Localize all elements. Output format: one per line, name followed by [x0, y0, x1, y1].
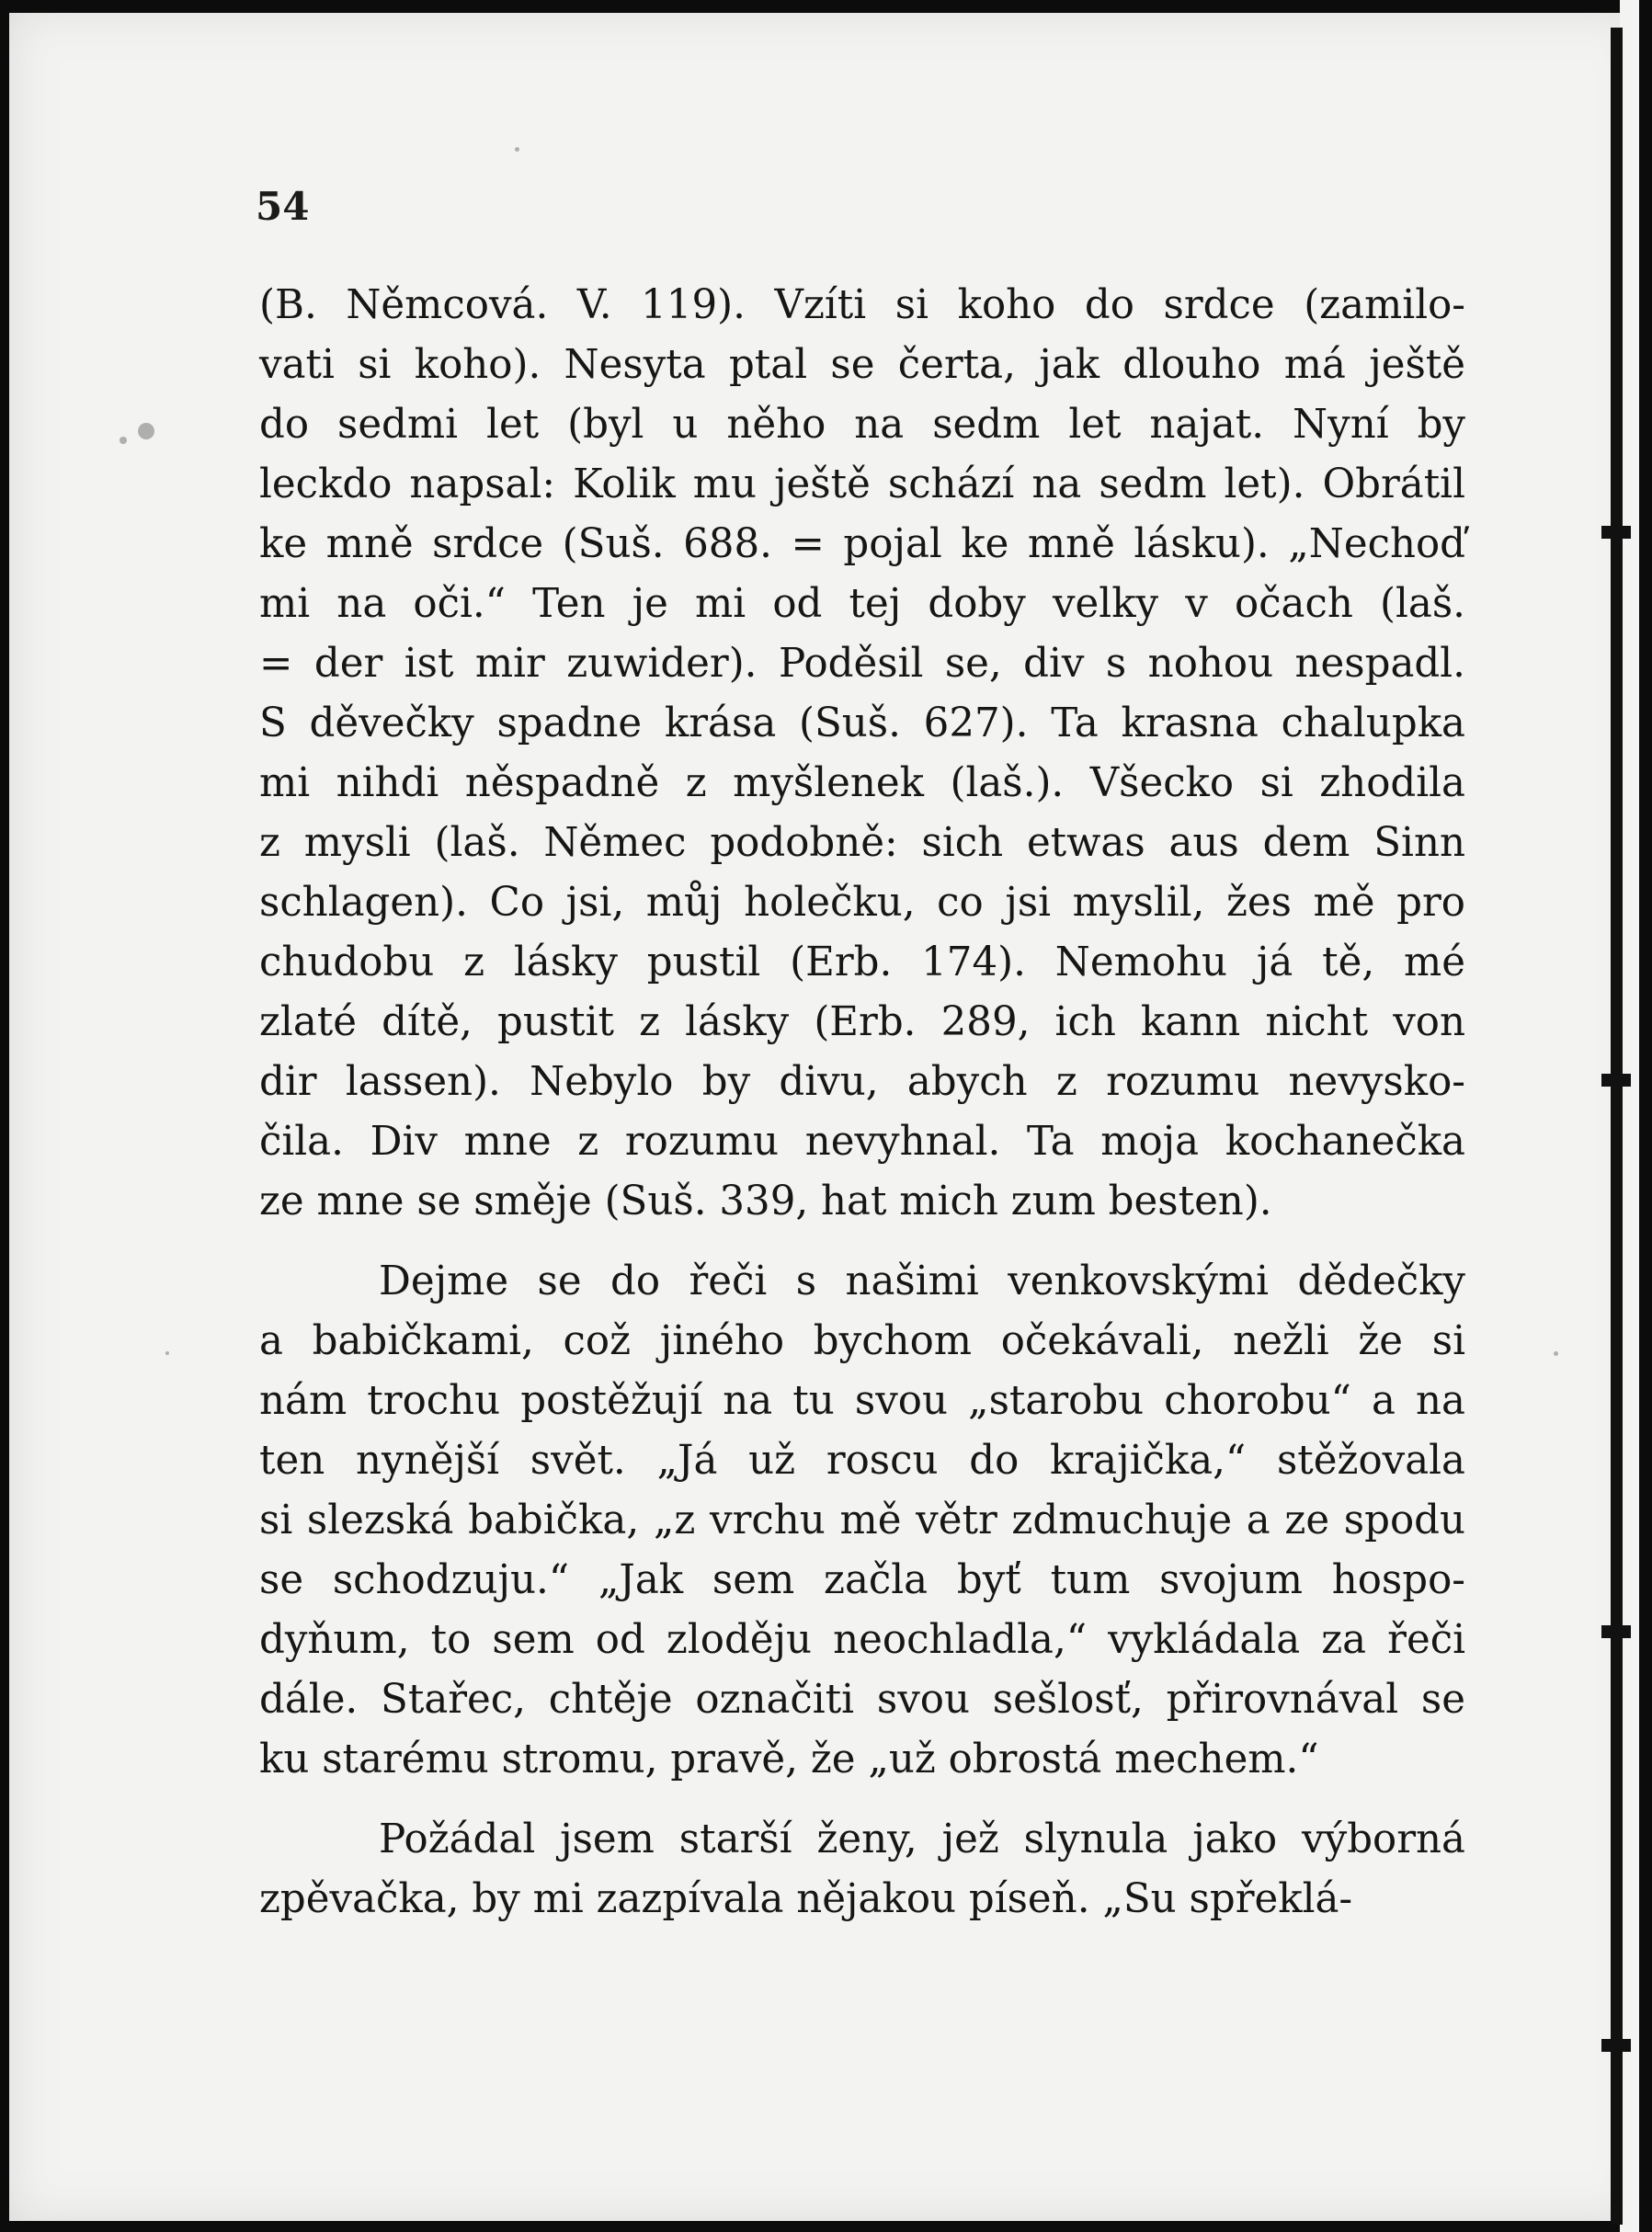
scan-speck [515, 147, 519, 152]
paragraph [259, 276, 1465, 1232]
scan-speck [165, 1351, 169, 1355]
text-line: leckdo napsal: Kolik mu ještě schází na sedm let). Obrátil [259, 461, 1465, 507]
scan-border-top [0, 0, 1652, 13]
scan-speck [1554, 1351, 1558, 1356]
scan-speck [120, 437, 127, 444]
text-line: dir lassen). Nebylo by divu, abych z rozumu nevysko- [259, 1059, 1465, 1105]
scan-border-right [1639, 0, 1652, 2232]
text-line: schlagen). Co jsi, můj holečku, co jsi myslil, žes mě pro [259, 880, 1465, 926]
paragraph [259, 1252, 1465, 1790]
text-line: Dejme se do řeči s našimi venkovskými dědečky [379, 1258, 1465, 1304]
text-line: nám trochu postěžují na tu svou „starobu chorobu“ a na [259, 1378, 1465, 1424]
text-line: čila. Div mne z rozumu nevyhnal. Ta moja kochanečka [259, 1119, 1465, 1165]
text-line: chudobu z lásky pustil (Erb. 174). Nemohu já tě, mé [259, 939, 1465, 985]
text-line: do sedmi let (byl u něho na sedm let najat. Nyní by [259, 402, 1465, 448]
text-line: ku starému stromu, pravě, že „už obrostá mechem.“ [259, 1737, 1319, 1782]
binding-mark [1601, 2039, 1631, 2052]
text-line: ze mne se směje (Suš. 339, hat mich zum besten). [259, 1179, 1272, 1224]
text-line: z mysli (laš. Němec podobně: sich etwas aus dem Sinn [259, 820, 1465, 866]
body-text [259, 276, 1465, 1930]
text-line: (B. Němcová. V. 119). Vzíti si koho do srdce (zamilo- [259, 282, 1465, 328]
scan-speck [138, 423, 154, 439]
text-line: se schodzuju.“ „Jak sem začla byť tum svojum hospo- [259, 1557, 1465, 1603]
book-binding-edge [1611, 28, 1623, 2225]
scan-border-left [0, 0, 9, 2232]
text-line: = der ist mir zuwider). Poděsil se, div s nohou nespadl. [259, 641, 1465, 687]
text-line: dyňum, to sem od zloděju neochladla,“ vykládala za řeči [259, 1617, 1465, 1663]
binding-mark [1601, 526, 1631, 539]
scan-border-bottom [0, 2221, 1652, 2232]
text-line: mi nihdi něspadně z myšlenek (laš.). Všecko si zhodila [259, 760, 1465, 806]
text-line: zpěvačka, by mi zazpívala nějakou píseň. „Su spřeklá- [259, 1876, 1353, 1922]
text-line: vati si koho). Nesyta ptal se čerta, jak dlouho má ještě [259, 342, 1465, 388]
text-line: Požádal jsem starší ženy, jež slynula jako výborná [379, 1816, 1465, 1862]
text-line: si slezská babička, „z vrchu mě větr zdmuchuje a ze spodu [259, 1497, 1465, 1543]
text-line: mi na oči.“ Ten je mi od tej doby velky v očach (laš. [259, 581, 1465, 627]
page-number: 54 [256, 184, 310, 229]
binding-mark [1601, 1074, 1631, 1087]
text-line: S děvečky spadne krása (Suš. 627). Ta krasna chalupka [259, 700, 1465, 746]
text-line: a babičkami, což jiného bychom očekávali, nežli že si [259, 1318, 1465, 1364]
text-line: ke mně srdce (Suš. 688. = pojal ke mně lásku). „Nechoď [259, 521, 1465, 567]
text-line: dále. Stařec, chtěje označiti svou sešlosť, přirovnával se [259, 1677, 1465, 1723]
text-line: zlaté dítě, pustit z lásky (Erb. 289, ich kann nicht von [259, 999, 1465, 1045]
text-line: ten nynější svět. „Já už roscu do krajička,“ stěžovala [259, 1438, 1465, 1484]
binding-mark [1601, 1625, 1631, 1638]
paragraph [259, 1810, 1465, 1930]
